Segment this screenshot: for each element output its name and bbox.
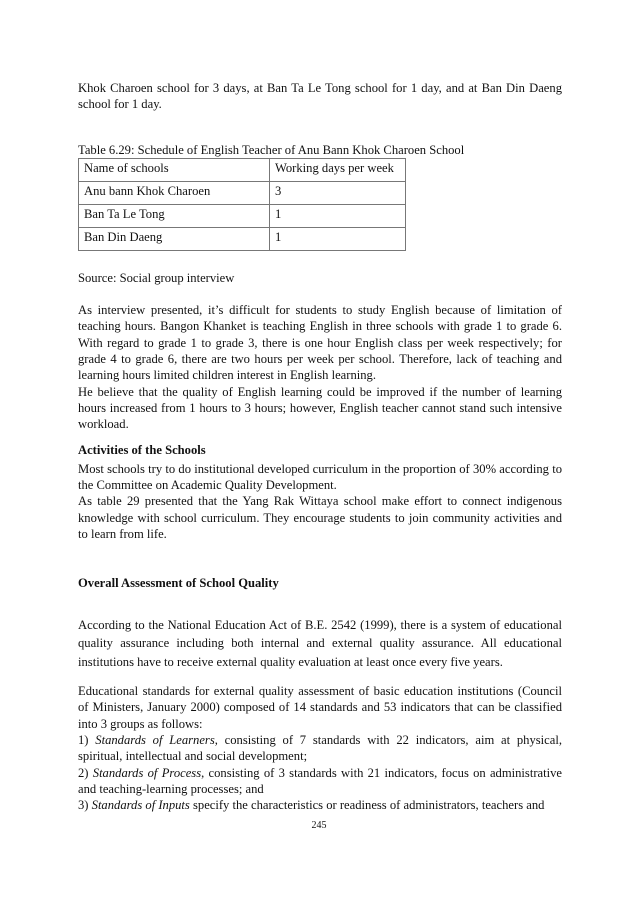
paragraph: As table 29 presented that the Yang Rak Wittaya school make effort to connect indigenous knowledge with school curriculum. They encourage students to join community activities and to learn from life. [78, 494, 562, 542]
list-item: 3) Standards of Inputs specify the characteristics or readiness of administrators, teachers and [78, 798, 545, 813]
intro-paragraph: Khok Charoen school for 3 days, at Ban Ta Le Tong school for 1 day, and at Ban Din Daeng school for 1 day. [78, 81, 562, 112]
section-heading: Overall Assessment of School Quality [78, 576, 279, 591]
paragraph: According to the National Education Act of B.E. 2542 (1999), there is a system of educational quality assurance including both internal and external quality assurance. All educational institutions have to receive external quality evaluation at least once every five years. [78, 617, 562, 669]
table-cell: Anu bann Khok Charoen [79, 181, 270, 204]
header-cell: Working days per week [270, 158, 406, 181]
list-item: 1) Standards of Learners, consisting of 7 standards with 22 indicators, aim at physical, spiritual, intellectual and social development; [78, 733, 563, 764]
paragraph: As interview presented, it’s difficult for students to study English because of limitation of teaching hours. Bangon Khanket is teaching English in three schools with grade 1 to grade 6. With regard to grade 1 to grade 3, there is one hour English class per week respectively; for grade 4 to grade 6, there are two hours per week per school. Therefore, lack of teaching and learning hours limited children interest in English learning. [78, 303, 562, 383]
table-cell: 3 [270, 181, 406, 204]
paragraph: He believe that the quality of English learning could be improved if the number of learning hours increased from 1 hours to 3 hours; however, English teacher cannot stand such intensive workload. [78, 384, 562, 432]
table-caption: Table 6.29: Schedule of English Teacher of Anu Bann Khok Charoen School [78, 142, 465, 157]
table-cell: 1 [270, 204, 406, 227]
table-cell: Ban Din Daeng [79, 227, 270, 250]
page-number: 245 [311, 819, 327, 831]
table-row [79, 227, 406, 250]
table-cell: 1 [270, 227, 406, 250]
paragraph: Educational standards for external quality assessment of basic education institutions (Council of Ministers, January 2000) composed of 14 standards and 53 indicators that can be classified into 3 groups as follows: [78, 684, 562, 731]
list-item: 2) Standards of Process, consisting of 3 standards with 21 indicators, focus on administrative and teaching-learning processes; and [78, 765, 562, 796]
table-row [79, 204, 406, 227]
source-note: Source: Social group interview [78, 270, 235, 285]
table-cell: Ban Ta Le Tong [79, 204, 270, 227]
section-heading: Activities of the Schools [78, 442, 206, 457]
table-row [79, 181, 406, 204]
header-cell: Name of schools [79, 158, 270, 181]
page-content [78, 80, 562, 832]
paragraph: Most schools try to do institutional developed curriculum in the proportion of 30% according to the Committee on Academic Quality Development. [78, 461, 562, 493]
schedule-table [78, 158, 406, 251]
table-header-row [79, 158, 406, 181]
